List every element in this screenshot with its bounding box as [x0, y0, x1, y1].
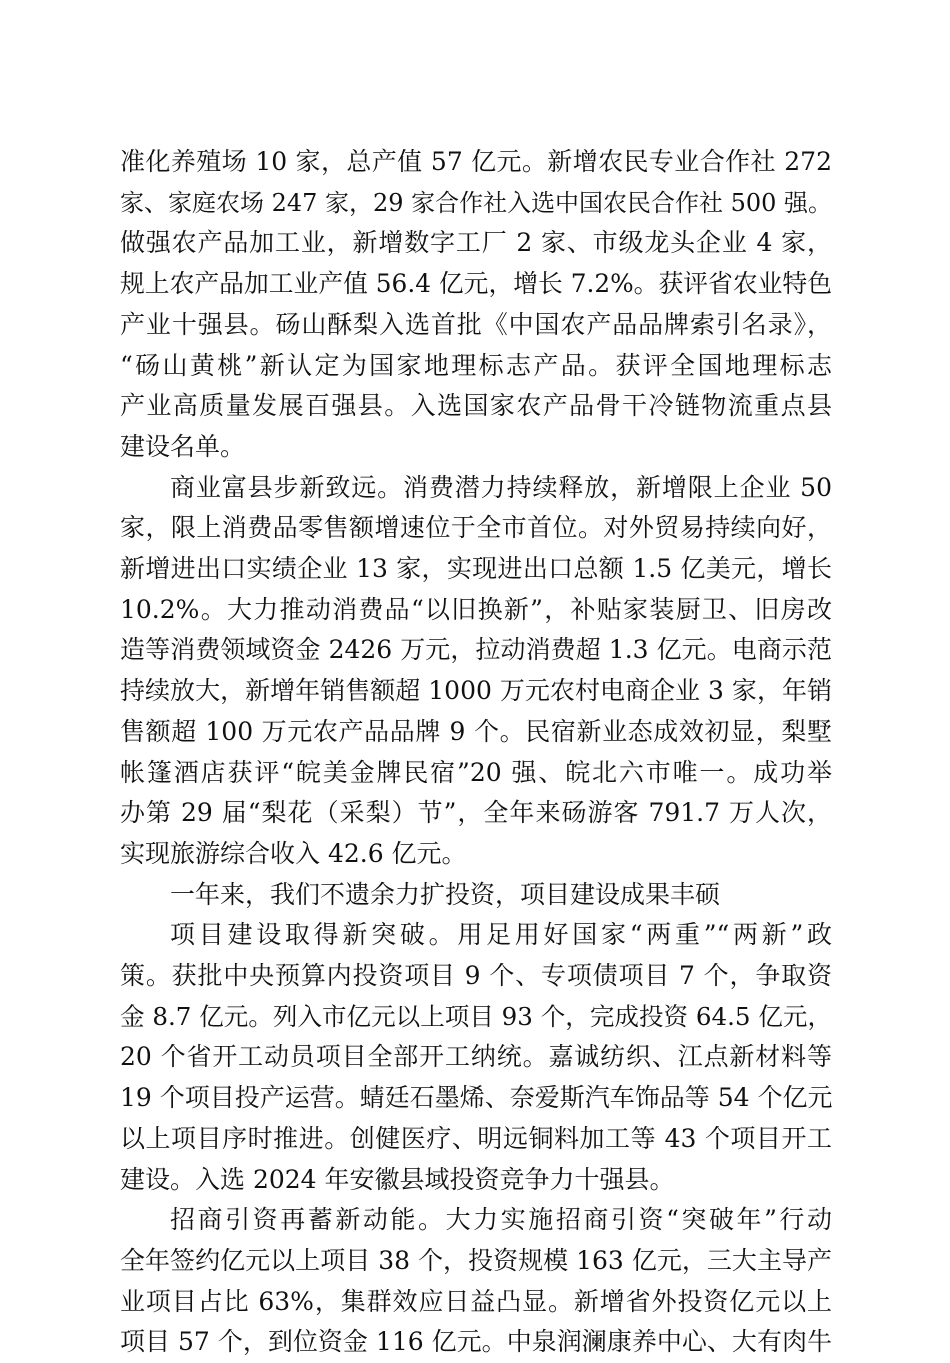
text-line: 全年签约亿元以上项目 38 个，投资规模 163 亿元，三大主导产	[120, 1245, 832, 1275]
paragraph-agriculture-continued	[120, 142, 832, 468]
text-line: 19 个项目投产运营。蜻廷石墨烯、奈爱斯汽车饰品等 54 个亿元	[120, 1083, 833, 1113]
text-line: 建设。入选 2024 年安徽县域投资竞争力十强县。	[120, 1164, 675, 1194]
text-line: “砀山黄桃”新认定为国家地理标志产品。获评全国地理标志	[120, 350, 832, 380]
text-line: 准化养殖场 10 家，总产值 57 亿元。新增农民专业合作社 272	[120, 147, 832, 176]
text-line: 持续放大，新增年销售额超 1000 万元农村电商企业 3 家，年销	[120, 676, 832, 706]
text-line: 金 8.7 亿元。列入市亿元以上项目 93 个，完成投资 64.5 亿元，	[120, 1001, 832, 1031]
text-line: 新增进出口实绩企业 13 家，实现进出口总额 1.5 亿美元，增长	[120, 554, 832, 584]
text-line: 20 个省开工动员项目全部开工纳统。嘉诚纺织、江点新材料等	[120, 1042, 832, 1072]
section-heading-investment	[120, 875, 832, 916]
text-line: 策。获批中央预算内投资项目 9 个、专项债项目 7 个，争取资	[120, 961, 832, 991]
text-line: 招商引资再蓄新动能。大力实施招商引资“突破年”行动	[170, 1205, 832, 1235]
text-line: 售额超 100 万元农产品品牌 9 个。民宿新业态成效初显，梨墅	[120, 716, 832, 746]
paragraph-commerce	[120, 468, 832, 875]
document-body	[120, 142, 832, 1363]
paragraph-attracting-investment	[120, 1200, 832, 1363]
text-line: 办第 29 届“梨花（采梨）节”，全年来砀游客 791.7 万人次，	[120, 798, 832, 828]
text-line: 造等消费领域资金 2426 万元，拉动消费超 1.3 亿元。电商示范	[120, 635, 832, 665]
text-line: 规上农产品加工业产值 56.4 亿元，增长 7.2%。获评省农业特色	[120, 269, 832, 299]
text-line: 业项目占比 63%，集群效应日益凸显。新增省外投资亿元以上	[120, 1286, 832, 1316]
text-line: 产业高质量发展百强县。入选国家农产品骨干冷链物流重点县	[120, 391, 832, 421]
text-line: 帐篷酒店获评“皖美金牌民宿”20 强、皖北六市唯一。成功举	[120, 757, 832, 787]
text-line: 10.2%。大力推动消费品“以旧换新”，补贴家装厨卫、旧房改	[120, 594, 832, 624]
text-line: 建设名单。	[120, 431, 246, 461]
text-line: 项目 57 个，到位资金 116 亿元。中泉润澜康养中心、大有肉牛	[120, 1327, 832, 1357]
text-line: 做强农产品加工业，新增数字工厂 2 家、市级龙头企业 4 家，	[120, 228, 832, 258]
text-line: 项目建设取得新突破。用足用好国家“两重”“两新”政	[170, 920, 832, 950]
text-line: 实现旅游综合收入 42.6 亿元。	[120, 838, 467, 868]
text-line: 商业富县步新致远。消费潜力持续释放，新增限上企业 50	[170, 472, 832, 502]
text-line: 一年来，我们不遗余力扩投资，项目建设成果丰硕	[170, 879, 721, 909]
text-line: 产业十强县。砀山酥梨入选首批《中国农产品品牌索引名录》，	[120, 309, 832, 339]
paragraph-projects	[120, 915, 832, 1200]
text-line: 家，限上消费品零售额增速位于全市首位。对外贸易持续向好，	[120, 513, 832, 543]
text-line: 家、家庭农场 247 家，29 家合作社入选中国农民合作社 500 强。	[120, 188, 832, 217]
text-line: 以上项目序时推进。创健医疗、明远铜料加工等 43 个项目开工	[120, 1123, 832, 1153]
